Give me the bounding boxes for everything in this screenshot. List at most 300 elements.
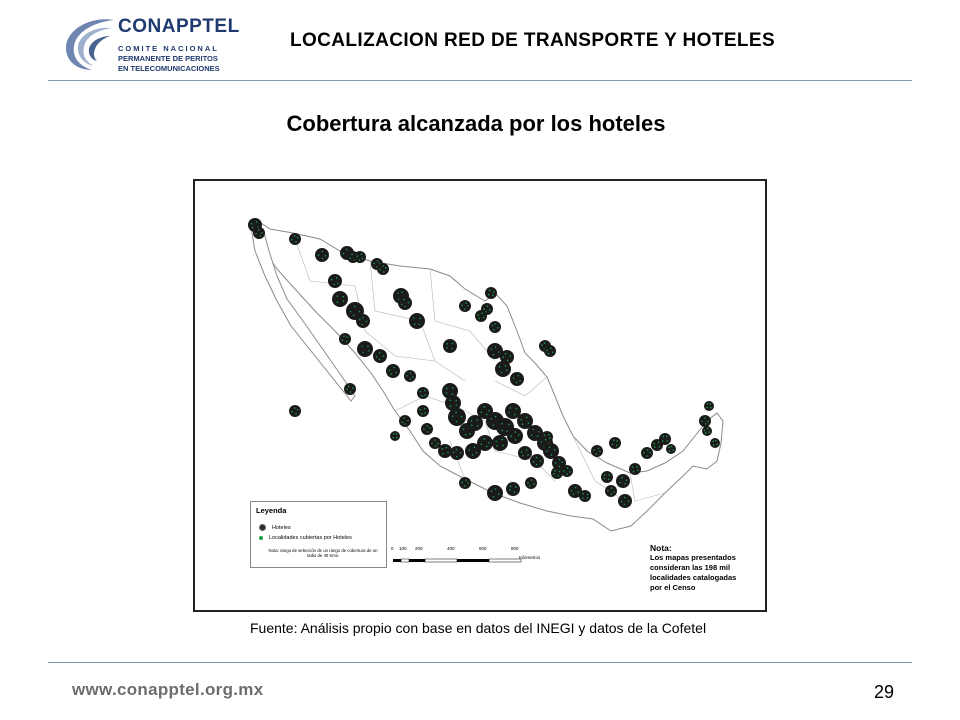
hotel-coverage-circle: [561, 465, 573, 477]
covered-locality-dot: [598, 448, 600, 450]
covered-locality-dot: [465, 479, 467, 481]
covered-locality-dot: [548, 353, 550, 355]
covered-locality-dot: [456, 421, 458, 423]
covered-locality-dot: [552, 351, 554, 353]
covered-locality-dot: [424, 390, 426, 392]
hotel-coverage-circle: [386, 364, 400, 378]
covered-locality-dot: [367, 345, 369, 347]
mexico-mainland-outline: [255, 219, 723, 531]
covered-locality-dot: [701, 421, 703, 423]
covered-locality-dot: [350, 311, 352, 313]
covered-locality-dot: [612, 444, 614, 446]
covered-locality-dot: [616, 440, 618, 442]
covered-locality-dot: [483, 438, 485, 440]
covered-locality-dot: [351, 253, 353, 255]
covered-locality-dot: [261, 232, 263, 234]
covered-locality-dot: [343, 300, 345, 302]
covered-locality-dot: [549, 447, 551, 449]
covered-locality-dot: [431, 442, 433, 444]
covered-locality-dot: [427, 431, 429, 433]
covered-locality-dot: [545, 439, 547, 441]
covered-locality-dot: [368, 350, 370, 352]
covered-locality-dot: [566, 473, 568, 475]
map-scale-bar: [391, 546, 551, 570]
covered-locality-dot: [446, 388, 448, 390]
covered-locality-dot: [515, 486, 517, 488]
covered-locality-dot: [536, 464, 538, 466]
covered-locality-dot: [445, 447, 447, 449]
covered-locality-dot: [429, 427, 431, 429]
covered-locality-dot: [376, 356, 378, 358]
covered-locality-dot: [392, 437, 394, 439]
hotel-coverage-circle: [315, 248, 329, 262]
covered-locality-dot: [707, 403, 709, 405]
covered-locality-dot: [533, 461, 535, 463]
covered-locality-dot: [653, 443, 655, 445]
covered-locality-dot: [582, 497, 584, 499]
hotel-coverage-circle: [332, 291, 348, 307]
covered-locality-dot: [491, 490, 493, 492]
covered-locality-dot: [528, 422, 530, 424]
covered-locality-dot: [294, 407, 296, 409]
covered-locality-dot: [356, 255, 358, 257]
covered-locality-dot: [337, 301, 339, 303]
hotel-coverage-circle: [641, 447, 653, 459]
covered-locality-dot: [491, 348, 493, 350]
covered-locality-dot: [295, 413, 297, 415]
covered-locality-dot: [474, 446, 476, 448]
covered-locality-dot: [360, 253, 362, 255]
hotel-coverage-circle: [390, 431, 400, 441]
covered-locality-dot: [412, 376, 414, 378]
covered-locality-dot: [472, 454, 474, 456]
covered-locality-dot: [623, 504, 625, 506]
covered-locality-dot: [582, 493, 584, 495]
covered-locality-dot: [331, 279, 333, 281]
covered-locality-dot: [501, 430, 503, 432]
covered-locality-dot: [295, 241, 297, 243]
covered-locality-dot: [446, 347, 448, 349]
covered-locality-dot: [573, 493, 575, 495]
covered-locality-dot: [493, 496, 495, 498]
covered-locality-dot: [527, 482, 529, 484]
covered-locality-dot: [637, 469, 639, 471]
covered-locality-dot: [495, 488, 497, 490]
covered-locality-dot: [393, 367, 395, 369]
hotel-coverage-circle: [506, 482, 520, 496]
covered-locality-dot: [456, 404, 458, 406]
covered-locality-dot: [493, 291, 495, 293]
hotel-coverage-circle: [398, 296, 412, 310]
covered-locality-dot: [359, 311, 361, 313]
covered-locality-dot: [446, 343, 448, 345]
covered-locality-dot: [705, 432, 707, 434]
covered-locality-dot: [493, 329, 495, 331]
covered-locality-dot: [325, 255, 327, 257]
covered-locality-dot: [563, 470, 565, 472]
covered-locality-dot: [557, 475, 559, 477]
legend-note: Nota: rango de selección de un rango de cobertura de un radio de 40 Kms.: [268, 548, 378, 558]
covered-locality-dot: [569, 471, 571, 473]
covered-locality-dot: [541, 344, 543, 346]
covered-locality-dot: [587, 494, 589, 496]
covered-locality-dot: [521, 451, 523, 453]
covered-locality-dot: [613, 491, 615, 493]
covered-locality-dot: [291, 239, 293, 241]
covered-locality-dot: [520, 419, 522, 421]
covered-locality-dot: [496, 441, 498, 443]
page-number: 29: [874, 682, 895, 702]
covered-locality-dot: [654, 446, 656, 448]
covered-locality-dot: [492, 424, 494, 426]
covered-locality-dot: [549, 437, 551, 439]
hotel-coverage-circle: [450, 446, 464, 460]
covered-locality-dot: [507, 360, 509, 362]
hotel-coverage-circle: [659, 433, 671, 445]
hotel-coverage-circle: [399, 415, 411, 427]
covered-locality-dot: [704, 417, 706, 419]
covered-locality-dot: [395, 372, 397, 374]
covered-locality-dot: [401, 304, 403, 306]
covered-locality-dot: [455, 412, 457, 414]
covered-locality-dot: [389, 370, 391, 372]
covered-locality-dot: [461, 416, 463, 418]
covered-locality-dot: [503, 356, 505, 358]
covered-locality-dot: [434, 439, 436, 441]
covered-locality-dot: [490, 418, 492, 420]
covered-locality-dot: [404, 306, 406, 308]
covered-locality-dot: [669, 450, 671, 452]
hotel-coverage-circle: [289, 405, 301, 417]
covered-locality-dot: [452, 415, 454, 417]
covered-locality-dot: [343, 335, 345, 337]
covered-locality-dot: [518, 375, 520, 377]
legend-title: Leyenda: [256, 506, 287, 515]
covered-locality-dot: [531, 479, 533, 481]
covered-locality-dot: [536, 457, 538, 459]
hotel-coverage-circle: [253, 227, 265, 239]
covered-locality-dot: [336, 295, 338, 297]
covered-locality-dot: [495, 323, 497, 325]
covered-locality-dot: [442, 453, 444, 455]
hotel-coverage-circle: [704, 401, 714, 411]
covered-locality-dot: [361, 346, 363, 348]
covered-locality-dot: [575, 487, 577, 489]
covered-locality-dot: [493, 354, 495, 356]
locality-marker-icon: [259, 536, 263, 540]
covered-locality-dot: [418, 324, 420, 326]
covered-locality-dot: [551, 454, 553, 456]
covered-locality-dot: [408, 302, 410, 304]
map-note-line: localidades catalogadas: [650, 573, 737, 582]
map-legend: [250, 501, 387, 568]
covered-locality-dot: [626, 479, 628, 481]
hotel-coverage-circle: [495, 361, 511, 377]
hotel-coverage-circle: [344, 383, 356, 395]
covered-locality-dot: [546, 350, 548, 352]
covered-locality-dot: [533, 483, 535, 485]
hotel-coverage-circle: [487, 485, 503, 501]
covered-locality-dot: [613, 439, 615, 441]
hotel-coverage-circle: [328, 274, 342, 288]
covered-locality-dot: [501, 372, 503, 374]
covered-locality-dot: [526, 449, 528, 451]
covered-locality-dot: [346, 341, 348, 343]
covered-locality-dot: [447, 452, 449, 454]
covered-locality-dot: [379, 359, 381, 361]
covered-locality-dot: [487, 305, 489, 307]
covered-locality-dot: [624, 497, 626, 499]
covered-locality-dot: [554, 449, 556, 451]
covered-locality-dot: [508, 424, 510, 426]
covered-locality-dot: [477, 419, 479, 421]
covered-locality-dot: [633, 471, 635, 473]
covered-locality-dot: [495, 346, 497, 348]
covered-locality-dot: [452, 387, 454, 389]
covered-locality-dot: [498, 493, 500, 495]
covered-locality-dot: [424, 394, 426, 396]
covered-locality-dot: [492, 294, 494, 296]
covered-locality-dot: [481, 312, 483, 314]
covered-locality-dot: [522, 455, 524, 457]
covered-locality-dot: [464, 308, 466, 310]
logo-line-1: COMITE NACIONAL: [118, 44, 219, 53]
covered-locality-dot: [533, 429, 535, 431]
covered-locality-dot: [659, 446, 661, 448]
covered-locality-dot: [383, 271, 385, 273]
covered-locality-dot: [379, 352, 381, 354]
hotel-coverage-circle: [357, 341, 373, 357]
covered-locality-dot: [449, 399, 451, 401]
covered-locality-dot: [616, 445, 618, 447]
covered-locality-dot: [322, 251, 324, 253]
header-divider: [48, 80, 912, 81]
covered-locality-dot: [513, 377, 515, 379]
covered-locality-dot: [464, 485, 466, 487]
covered-locality-dot: [396, 437, 398, 439]
covered-locality-dot: [515, 439, 517, 441]
hotel-coverage-circle: [699, 415, 711, 427]
covered-locality-dot: [435, 445, 437, 447]
covered-locality-dot: [349, 257, 351, 259]
covered-locality-dot: [510, 355, 512, 357]
covered-locality-dot: [624, 483, 626, 485]
covered-locality-dot: [477, 314, 479, 316]
covered-locality-dot: [480, 443, 482, 445]
covered-locality-dot: [553, 473, 555, 475]
covered-locality-dot: [489, 290, 491, 292]
hotel-coverage-circle: [710, 438, 720, 448]
covered-locality-dot: [465, 434, 467, 436]
source-caption: Fuente: Análisis propio con base en datos del INEGI y datos de la Cofetel: [250, 620, 707, 636]
hotel-coverage-circle: [489, 321, 501, 333]
hotel-coverage-circle: [609, 437, 621, 449]
legend-item-localities: [259, 535, 352, 541]
covered-locality-dot: [510, 486, 512, 488]
slide-subtitle: Cobertura alcanzada por los hoteles: [286, 111, 666, 136]
hotel-coverage-circle: [354, 251, 366, 263]
covered-locality-dot: [461, 482, 463, 484]
covered-locality-dot: [483, 406, 485, 408]
covered-locality-dot: [359, 319, 361, 321]
covered-locality-dot: [406, 375, 408, 377]
covered-locality-dot: [516, 382, 518, 384]
covered-locality-dot: [636, 466, 638, 468]
covered-locality-dot: [393, 433, 395, 435]
covered-locality-dot: [346, 388, 348, 390]
covered-locality-dot: [421, 395, 423, 397]
covered-locality-dot: [608, 479, 610, 481]
covered-locality-dot: [501, 439, 503, 441]
covered-locality-dot: [471, 425, 473, 427]
covered-locality-dot: [608, 474, 610, 476]
covered-locality-dot: [492, 325, 494, 327]
covered-locality-dot: [350, 391, 352, 393]
covered-locality-dot: [486, 414, 488, 416]
legend-label-localities: Localidades cubiertas por Hoteles: [269, 535, 352, 541]
covered-locality-dot: [649, 452, 651, 454]
legend-label-hotels: Hoteles: [272, 524, 291, 531]
covered-locality-dot: [628, 500, 630, 502]
covered-locality-dot: [599, 450, 601, 452]
map-note-line: Los mapas presentados: [650, 553, 736, 562]
covered-locality-dot: [666, 436, 668, 438]
covered-locality-dot: [379, 269, 381, 271]
scale-tick-label: 100: [399, 546, 407, 551]
covered-locality-dot: [450, 405, 452, 407]
covered-locality-dot: [506, 430, 508, 432]
covered-locality-dot: [359, 259, 361, 261]
covered-locality-dot: [559, 459, 561, 461]
covered-locality-dot: [498, 351, 500, 353]
covered-locality-dot: [337, 282, 339, 284]
covered-locality-dot: [336, 277, 338, 279]
covered-locality-dot: [361, 324, 363, 326]
covered-locality-dot: [531, 434, 533, 436]
covered-locality-dot: [366, 321, 368, 323]
hotel-coverage-circle: [702, 426, 712, 436]
covered-locality-dot: [463, 428, 465, 430]
hotel-coverage-circle: [404, 370, 416, 382]
covered-locality-dot: [333, 284, 335, 286]
covered-locality-dot: [456, 449, 458, 451]
hotel-coverage-circle: [485, 287, 497, 299]
covered-locality-dot: [383, 355, 385, 357]
covered-locality-dot: [385, 267, 387, 269]
covered-locality-dot: [559, 471, 561, 473]
covered-locality-dot: [519, 380, 521, 382]
covered-locality-dot: [488, 294, 490, 296]
covered-locality-dot: [342, 296, 344, 298]
covered-locality-dot: [705, 423, 707, 425]
covered-locality-dot: [318, 254, 320, 256]
covered-locality-dot: [291, 411, 293, 413]
covered-locality-dot: [423, 429, 425, 431]
covered-locality-dot: [518, 434, 520, 436]
covered-locality-dot: [707, 421, 709, 423]
covered-locality-dot: [516, 408, 518, 410]
page-header-title: LOCALIZACION RED DE TRANSPORTE Y HOTELES: [290, 30, 776, 51]
hotel-coverage-circle: [417, 387, 429, 399]
covered-locality-dot: [404, 423, 406, 425]
scale-tick-label: 0: [391, 546, 394, 551]
covered-locality-dot: [604, 478, 606, 480]
covered-locality-dot: [621, 501, 623, 503]
covered-locality-dot: [297, 237, 299, 239]
hotel-coverage-circle: [591, 445, 603, 457]
covered-locality-dot: [488, 442, 490, 444]
covered-locality-dot: [442, 448, 444, 450]
covered-locality-dot: [469, 433, 471, 435]
logo-name: CONAPPTEL: [118, 16, 240, 37]
covered-locality-dot: [452, 393, 454, 395]
covered-locality-dot: [421, 413, 423, 415]
logo-line-2: PERMANENTE DE PERITOS: [118, 54, 218, 63]
scale-tick-label: 200: [415, 546, 423, 551]
hotel-coverage-circle: [525, 477, 537, 489]
covered-locality-dot: [346, 336, 348, 338]
covered-locality-dot: [397, 293, 399, 295]
scale-tick-label: 800: [511, 546, 519, 551]
covered-locality-dot: [451, 348, 453, 350]
covered-locality-dot: [704, 430, 706, 432]
covered-locality-dot: [252, 227, 254, 229]
covered-locality-dot: [495, 416, 497, 418]
covered-locality-dot: [607, 490, 609, 492]
covered-locality-dot: [401, 291, 403, 293]
legend-item-hotels: [259, 524, 291, 531]
covered-locality-dot: [352, 387, 354, 389]
hotel-coverage-circle: [616, 474, 630, 488]
covered-locality-dot: [471, 420, 473, 422]
hotel-coverage-circle: [459, 477, 471, 489]
covered-locality-dot: [499, 366, 501, 368]
covered-locality-dot: [468, 449, 470, 451]
hotel-coverage-circle: [579, 490, 591, 502]
footer-website-link[interactable]: www.conapptel.org.mx: [72, 680, 264, 699]
covered-locality-dot: [510, 435, 512, 437]
covered-locality-dot: [453, 452, 455, 454]
footer-divider: [48, 662, 912, 663]
logo-line-3: EN TELECOMUNICACIONES: [118, 64, 220, 73]
covered-locality-dot: [668, 447, 670, 449]
covered-locality-dot: [362, 352, 364, 354]
covered-locality-dot: [420, 391, 422, 393]
covered-locality-dot: [409, 378, 411, 380]
map-note: [650, 543, 760, 593]
coverage-map: [193, 179, 767, 612]
hotel-coverage-circle: [459, 300, 471, 312]
covered-locality-dot: [544, 435, 546, 437]
hotel-coverage-circle: [339, 333, 351, 345]
hotel-coverage-circle: [443, 339, 457, 353]
covered-locality-dot: [396, 433, 398, 435]
covered-locality-dot: [488, 410, 490, 412]
covered-locality-dot: [424, 412, 426, 414]
covered-locality-dot: [671, 446, 673, 448]
covered-locality-dot: [407, 420, 409, 422]
covered-locality-dot: [514, 491, 516, 493]
covered-locality-dot: [255, 233, 257, 235]
hotel-coverage-circle: [356, 314, 370, 328]
covered-locality-dot: [452, 343, 454, 345]
hotel-coverage-circle: [417, 405, 429, 417]
hotel-coverage-circle: [492, 435, 508, 451]
map-note-line: consideran las 198 mil: [650, 563, 731, 572]
covered-locality-dot: [362, 258, 364, 260]
covered-locality-dot: [559, 466, 561, 468]
covered-locality-dot: [410, 372, 412, 374]
